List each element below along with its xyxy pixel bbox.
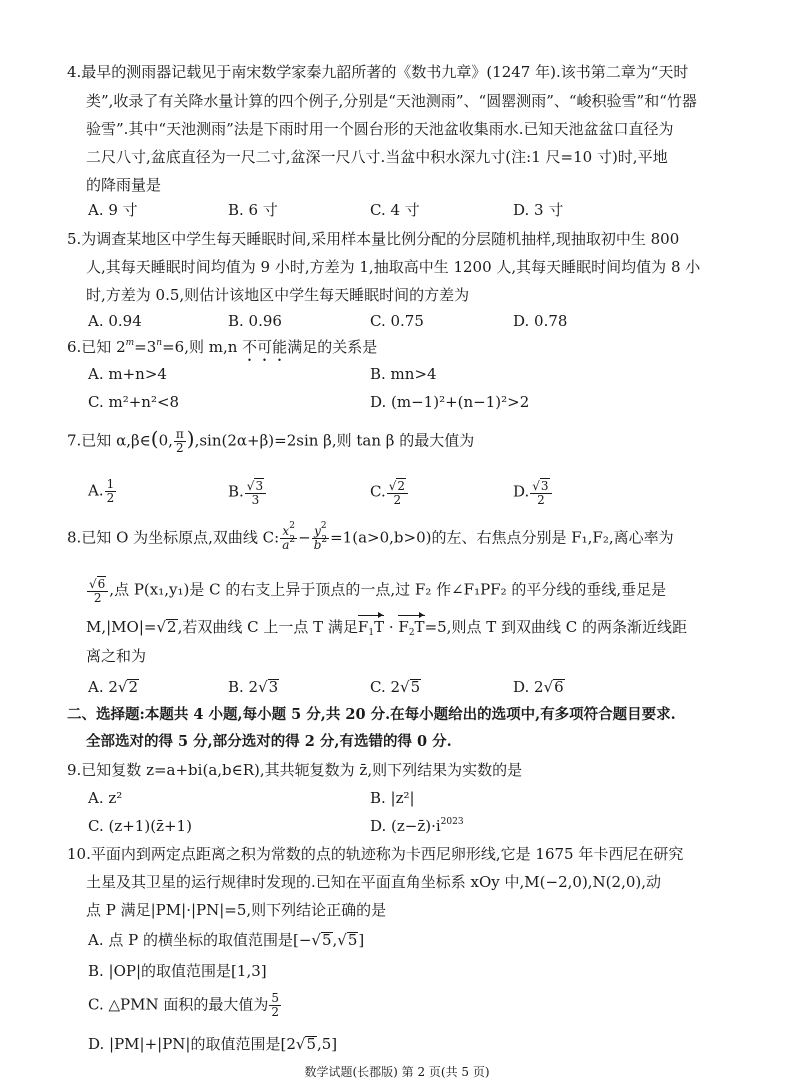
q7-option-d: D. $\frac{√3}{2}$ — [513, 478, 553, 507]
q10-option-a: A. 点 P 的横坐标的取值范围是[−√5,√5] — [88, 931, 365, 949]
q4-option-a: A. 9 寸 — [88, 201, 138, 219]
q5-option-a: A. 0.94 — [88, 312, 142, 330]
section2-line1: 二、选择题:本题共 4 小题,每小题 5 分,共 20 分.在每小题给出的选项中,有多项符合题目要求. — [67, 706, 676, 723]
page-footer: 数学试题(长郡版) 第 2 页(共 5 页) — [304, 1065, 490, 1079]
q9-option-d: D. $(z-z̄)\cdot i^{2023}$ — [370, 817, 464, 835]
q10-option-b: B. |OP|的取值范围是[1,3] — [88, 962, 267, 980]
q9-option-a: A. z² — [88, 789, 123, 807]
q4-line1: 4.最早的测雨器记载见于南宋数学家秦九韶所著的《数书九章》(1247 年).该书第二章为“天时 — [67, 63, 689, 81]
q5-option-d: D. 0.78 — [513, 312, 568, 330]
q8-text-3a: M,|MO|= — [86, 618, 157, 636]
q6-text-mid: =3 — [134, 338, 157, 356]
q8-option-b: B. 2√3 — [228, 678, 279, 696]
q5-option-c: C. 0.75 — [370, 312, 424, 330]
q10-line2: 土星及其卫星的运行规律时发现的.已知在平面直角坐标系 xOy 中,M(−2,0),N(2,0),动 — [86, 873, 662, 891]
q8-line4: 离之和为 — [86, 647, 147, 665]
q7-option-b: B. $\frac{√3}{3}$ — [228, 478, 267, 507]
q5-line1: 5.为调查某地区中学生每天睡眠时间,采用样本量比例分配的分层随机抽样,现抽取初中生 800 — [67, 230, 680, 248]
q4-option-b: B. 6 寸 — [228, 201, 278, 219]
q6-stem: 6.已知 $2^m=3^n=6$,则 m,n 不可能满足的关系是 — [67, 338, 378, 356]
q8-line1: 8.已知 O 为坐标原点,双曲线 C: $\frac{x^2}{a^2}$ − $\frac{y^2}{b^2}$ =1(a>0,b>0)的左、右焦点分别是 F₁,F₂,离心率为 — [67, 521, 674, 552]
section2-line2: 全部选对的得 5 分,部分选对的得 2 分,有选错的得 0 分. — [86, 733, 452, 750]
q5-line2: 人,其每天睡眠时间均值为 9 小时,方差为 1,抽取高中生 1200 人,其每天睡眠时间均值为 8 小 — [86, 258, 701, 276]
q6-emphasis: 不可能 — [242, 338, 288, 356]
q6-text-pre: 6.已知 2 — [67, 338, 126, 356]
q10-line1: 10.平面内到两定点距离之积为常数的点的轨迹称为卡西尼卵形线,它是 1675 年卡西尼在研究 — [67, 845, 684, 863]
q6-text-end: 满足的关系是 — [287, 338, 378, 356]
q10-option-c: C. △PMN 面积的最大值为 $\frac{5}{2}$ — [88, 991, 280, 1019]
q7-option-c: C. $\frac{√2}{2}$ — [370, 478, 409, 507]
q6-option-b: B. mn>4 — [370, 365, 437, 383]
q6-option-d: D. (m−1)²+(n−1)²>2 — [370, 393, 530, 411]
q6-option-a: A. m+n>4 — [88, 365, 167, 383]
q8-text-3b: ,若双曲线 C 上一点 T 满足 — [177, 618, 358, 636]
q7-text-pre: 7.已知 α,β∈ — [67, 431, 151, 450]
q8-option-a: A. 2√2 — [88, 678, 139, 696]
q10-option-d: D. |PM|+|PN|的取值范围是[2√5,5] — [88, 1035, 338, 1053]
q8-text-1a: 8.已知 O 为坐标原点,双曲线 C: — [67, 528, 280, 547]
q8-line3: M,|MO|=√2,若双曲线 C 上一点 T 满足$F_1T \cdot F_2T=5$,则点 T 到双曲线 C 的两条渐近线距 — [86, 618, 687, 638]
q8-line2: $\frac{√6}{2}$ ,点 P(x₁,y₁)是 C 的右支上异于顶点的一点,过 F₂ 作∠F₁PF₂ 的平分线的垂线,垂足是 — [89, 577, 667, 605]
q7-text-post: ,sin(2α+β)=2sin β,则 tan β 的最大值为 — [194, 431, 475, 450]
q5-line3: 时,方差为 0.5,则估计该地区中学生每天睡眠时间的方差为 — [86, 286, 470, 304]
q8-option-c: C. 2√5 — [370, 678, 421, 696]
q8-option-d: D. 2√6 — [513, 678, 564, 696]
q8-text-2b: ,点 P(x₁,y₁)是 C 的右支上异于顶点的一点,过 F₂ 作∠F₁PF₂ 的平分线的垂线,垂足是 — [109, 580, 667, 599]
q6-text-post: =6,则 m,n — [162, 338, 243, 356]
q9-option-c: C. (z+1)(z̄+1) — [88, 817, 192, 835]
q4-option-c: C. 4 寸 — [370, 201, 420, 219]
q4-line3: 验雪”.其中“天池测雨”法是下雨时用一个圆台形的天池盆收集雨水.已知天池盆盆口直径为 — [86, 120, 674, 138]
q4-line5: 的降雨量是 — [86, 176, 162, 194]
q8-text-3c: =5,则点 T 到双曲线 C 的两条渐近线距 — [424, 618, 687, 636]
q7-stem: 7.已知 α,β∈(0, $\frac{\pi}{2}$ ),sin(2α+β)=2sin β,则 tan β 的最大值为 — [67, 426, 475, 455]
q7-option-a: A. $\frac{1}{2}$ — [88, 477, 115, 505]
q9-option-b: B. |z²| — [370, 789, 415, 807]
q5-option-b: B. 0.96 — [228, 312, 282, 330]
q6-option-c: C. m²+n²<8 — [88, 393, 180, 411]
q4-line2: 类”,收录了有关降水量计算的四个例子,分别是“天池测雨”、“圆罂测雨”、“峻积验雪”和“竹器 — [86, 92, 697, 110]
q9-line1: 9.已知复数 z=a+bi(a,b∈R),其共轭复数为 z̄,则下列结果为实数的是 — [67, 761, 523, 779]
q10-line3: 点 P 满足|PM|·|PN|=5,则下列结论正确的是 — [86, 901, 387, 919]
q8-text-1b: =1(a>0,b>0)的左、右焦点分别是 F₁,F₂,离心率为 — [330, 528, 674, 547]
q4-option-d: D. 3 寸 — [513, 201, 564, 219]
q4-line4: 二尺八寸,盆底直径为一尺二寸,盆深一尺八寸.当盆中积水深九寸(注:1 尺=10 寸)时,平地 — [86, 148, 668, 166]
